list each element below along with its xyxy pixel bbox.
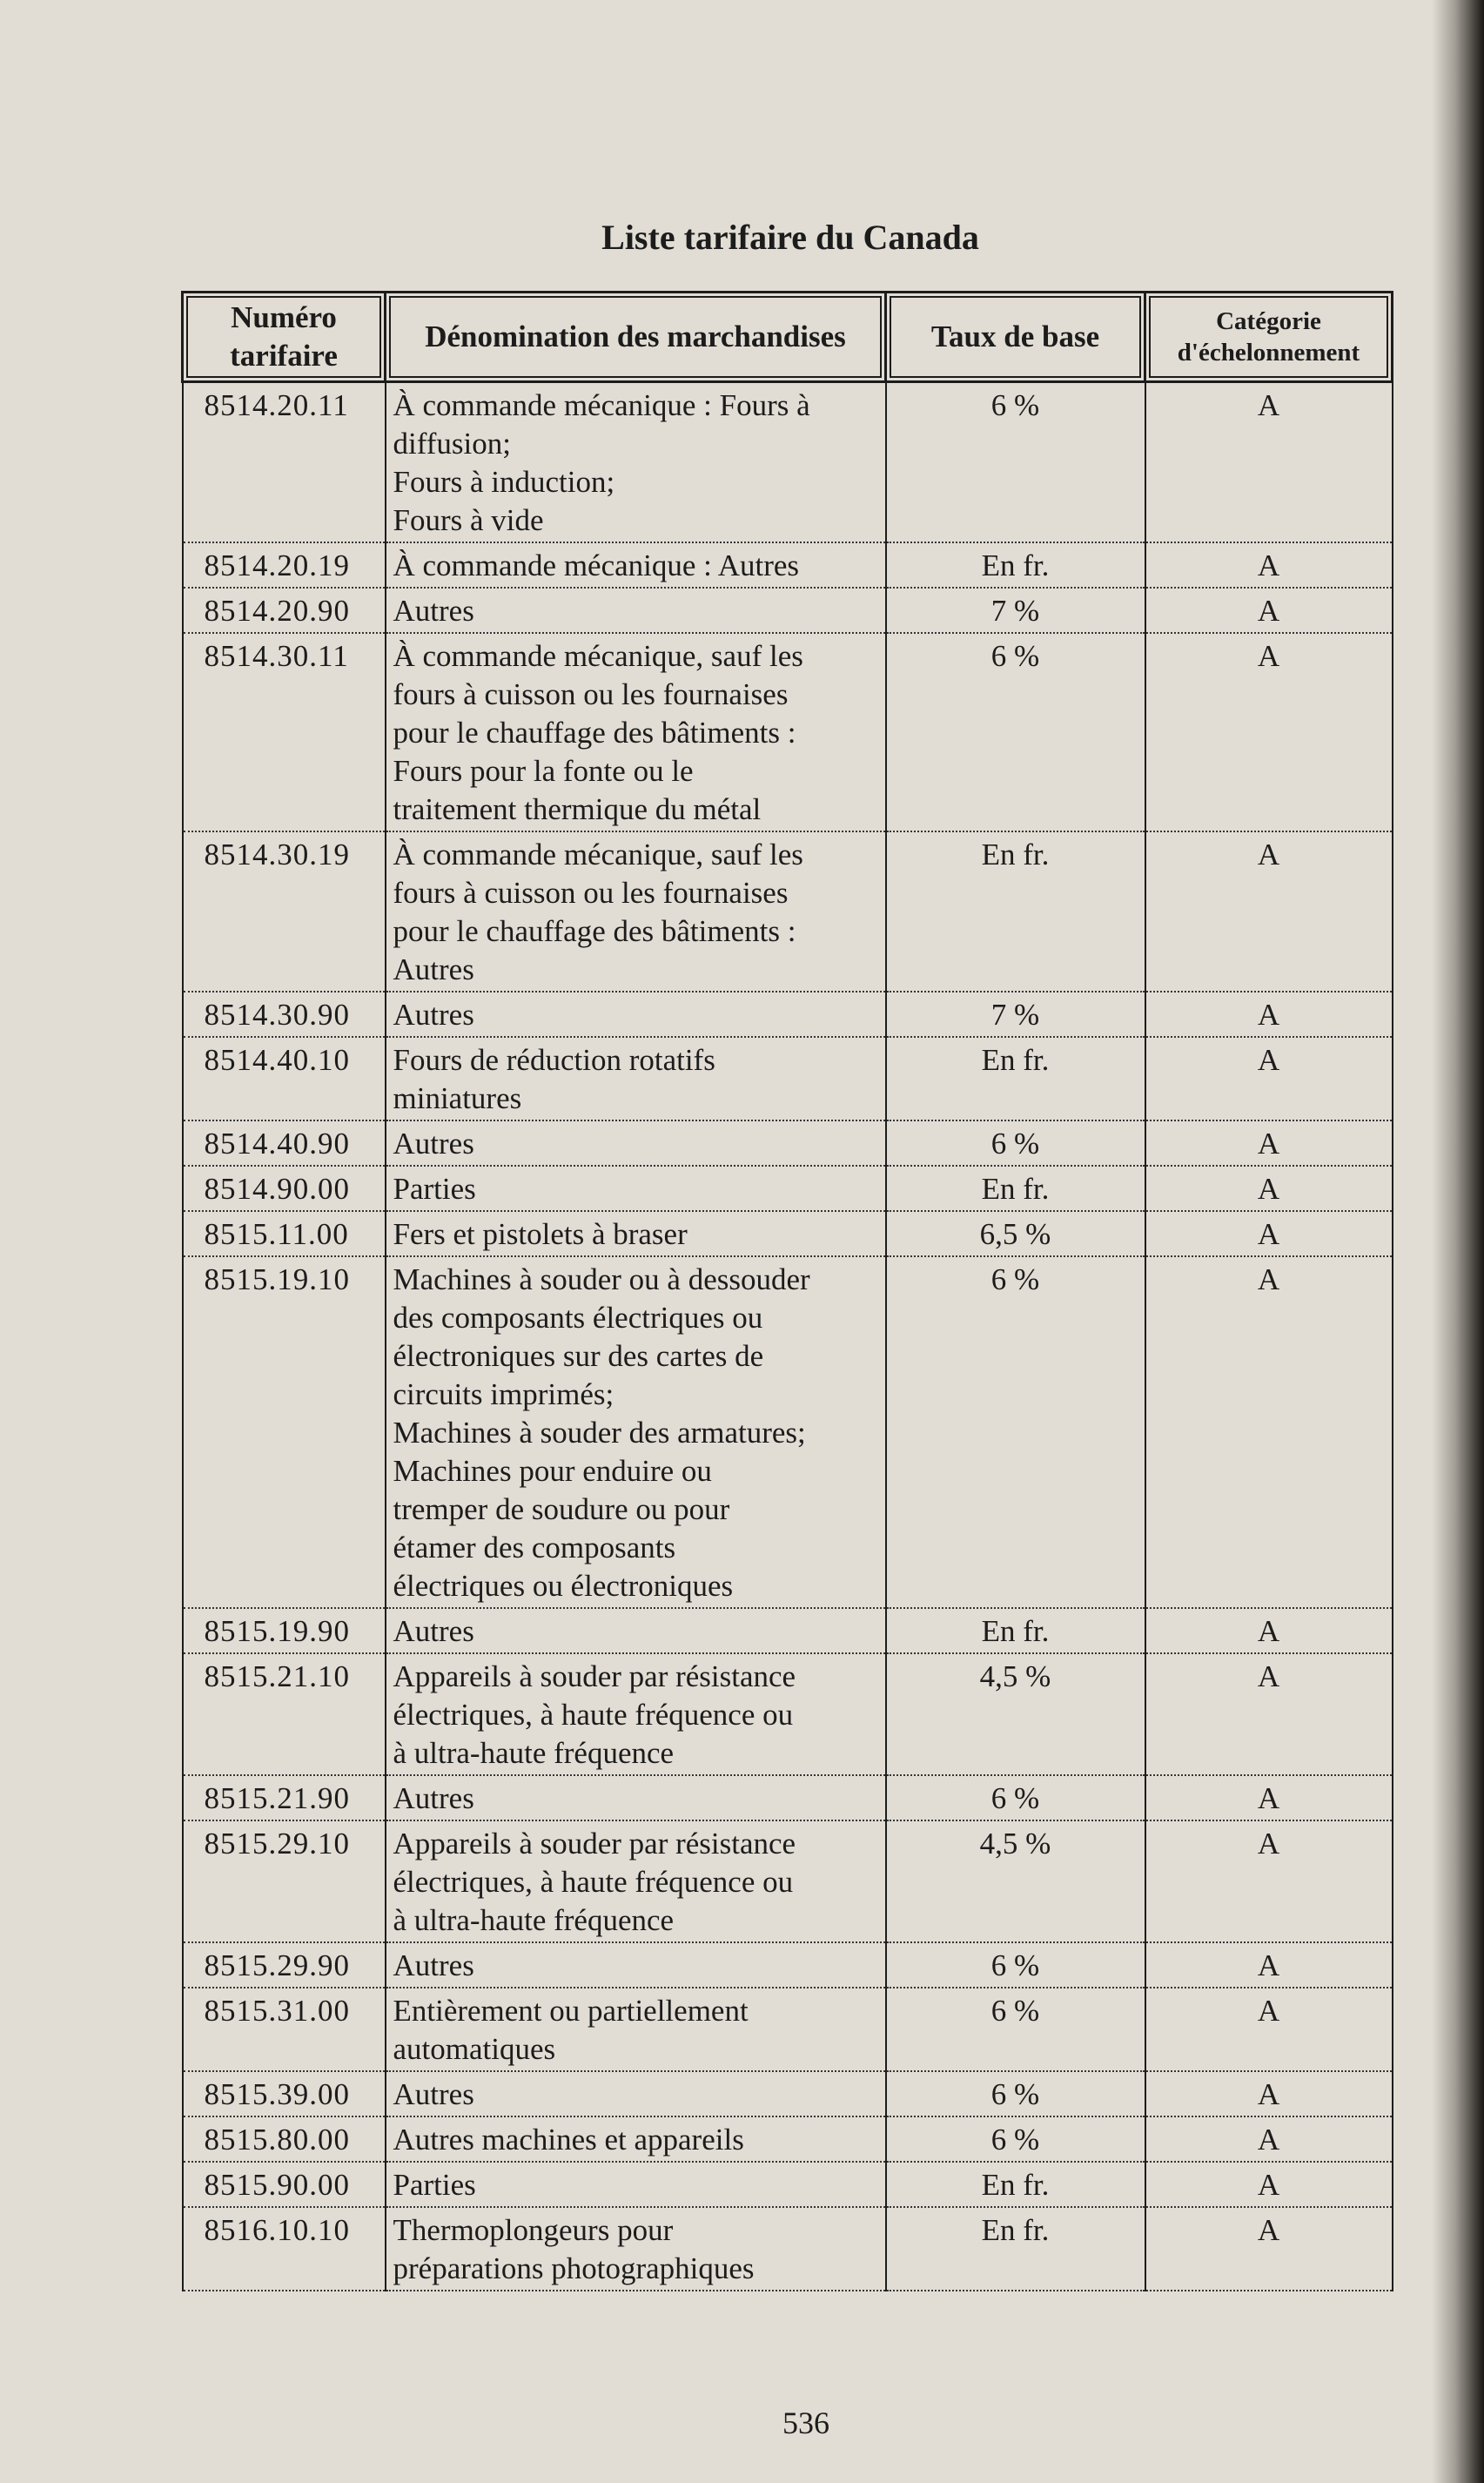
table-row xyxy=(183,2162,1393,2207)
description-line: Thermoplongeurs pour xyxy=(393,2213,674,2247)
table-row xyxy=(183,1166,1393,1211)
description-line: Autres machines et appareils xyxy=(393,2123,744,2157)
header-description: Dénomination des marchandises xyxy=(386,293,886,382)
table-row xyxy=(183,1211,1393,1256)
description-cell xyxy=(386,1775,886,1820)
base-rate-cell: En fr. xyxy=(886,2162,1145,2207)
staging-category-cell: A xyxy=(1145,1608,1393,1653)
table-row xyxy=(183,588,1393,633)
description-cell xyxy=(386,1256,886,1608)
description-line: fours à cuisson ou les fournaises xyxy=(393,876,789,910)
description-line: automatiques xyxy=(393,2032,556,2066)
tariff-number-cell: 8515.11.00 xyxy=(183,1211,386,1256)
description-line: À commande mécanique, sauf les xyxy=(393,639,803,673)
description-cell xyxy=(386,2116,886,2162)
base-rate-cell: 6 % xyxy=(886,2116,1145,2162)
tariff-number-cell: 8515.21.90 xyxy=(183,1775,386,1820)
staging-category-cell: A xyxy=(1145,1037,1393,1120)
staging-category-cell: A xyxy=(1145,588,1393,633)
description-line: Autres xyxy=(393,1127,474,1161)
table-row xyxy=(183,1608,1393,1653)
description-line: des composants électriques ou xyxy=(393,1301,763,1335)
base-rate-cell: En fr. xyxy=(886,1608,1145,1653)
base-rate-cell: En fr. xyxy=(886,1037,1145,1120)
staging-category-cell: A xyxy=(1145,2162,1393,2207)
description-cell xyxy=(386,2207,886,2291)
base-rate-cell: 6 % xyxy=(886,633,1145,831)
description-cell xyxy=(386,382,886,543)
staging-category-cell: A xyxy=(1145,1653,1393,1775)
page-binding-shadow xyxy=(1432,0,1484,2483)
tariff-number-cell: 8515.90.00 xyxy=(183,2162,386,2207)
base-rate-cell: 4,5 % xyxy=(886,1820,1145,1942)
description-line: Fours à vide xyxy=(393,503,544,537)
staging-category-cell: A xyxy=(1145,382,1393,543)
staging-category-cell: A xyxy=(1145,1820,1393,1942)
base-rate-cell: 6,5 % xyxy=(886,1211,1145,1256)
description-line: Appareils à souder par résistance xyxy=(393,1827,796,1861)
staging-category-cell: A xyxy=(1145,1211,1393,1256)
tariff-number-cell: 8514.20.19 xyxy=(183,542,386,588)
staging-category-cell: A xyxy=(1145,1942,1393,1988)
description-line: Machines à souder des armatures; xyxy=(393,1416,806,1450)
description-line: électriques ou électroniques xyxy=(393,1569,734,1603)
table-row xyxy=(183,992,1393,1037)
description-cell xyxy=(386,1166,886,1211)
description-cell xyxy=(386,633,886,831)
description-cell xyxy=(386,1211,886,1256)
staging-category-cell: A xyxy=(1145,831,1393,992)
tariff-number-cell: 8515.29.10 xyxy=(183,1820,386,1942)
description-line: Autres xyxy=(393,998,474,1032)
description-line: Autres xyxy=(393,1781,474,1815)
base-rate-cell: 4,5 % xyxy=(886,1653,1145,1775)
tariff-number-cell: 8515.29.90 xyxy=(183,1942,386,1988)
staging-category-cell: A xyxy=(1145,1775,1393,1820)
tariff-number-cell: 8514.30.19 xyxy=(183,831,386,992)
description-line: Autres xyxy=(393,2077,474,2111)
page-number: 536 xyxy=(782,2406,829,2440)
description-line: À commande mécanique : Fours à xyxy=(393,388,810,422)
header-staging-category: Catégorie d'échelonnement xyxy=(1145,293,1393,382)
table-row xyxy=(183,1120,1393,1166)
description-line: Fers et pistolets à braser xyxy=(393,1217,688,1251)
staging-category-cell: A xyxy=(1145,1166,1393,1211)
base-rate-cell: En fr. xyxy=(886,542,1145,588)
tariff-number-cell: 8515.31.00 xyxy=(183,1988,386,2071)
table-row xyxy=(183,2071,1393,2116)
tariff-table-body xyxy=(183,382,1393,2291)
description-line: fours à cuisson ou les fournaises xyxy=(393,677,789,711)
tariff-number-cell: 8515.19.10 xyxy=(183,1256,386,1608)
base-rate-cell: En fr. xyxy=(886,1166,1145,1211)
description-line: Autres xyxy=(393,952,474,986)
table-row xyxy=(183,1037,1393,1120)
tariff-number-cell: 8515.39.00 xyxy=(183,2071,386,2116)
base-rate-cell: 6 % xyxy=(886,2071,1145,2116)
description-line: électriques, à haute fréquence ou xyxy=(393,1698,794,1732)
staging-category-cell: A xyxy=(1145,2071,1393,2116)
description-line: Machines pour enduire ou xyxy=(393,1454,712,1488)
description-cell xyxy=(386,1608,886,1653)
description-cell xyxy=(386,1120,886,1166)
header-tariff-number: Numéro tarifaire xyxy=(183,293,386,382)
description-line: Autres xyxy=(393,1614,474,1648)
description-line: Fours de réduction rotatifs xyxy=(393,1043,715,1077)
description-line: Fours à induction; xyxy=(393,465,615,499)
base-rate-cell: 7 % xyxy=(886,992,1145,1037)
table-row xyxy=(183,1653,1393,1775)
description-line: À commande mécanique : Autres xyxy=(393,548,800,582)
table-row xyxy=(183,1942,1393,1988)
table-row xyxy=(183,1988,1393,2071)
description-cell xyxy=(386,1037,886,1120)
description-cell xyxy=(386,992,886,1037)
tariff-number-cell: 8515.80.00 xyxy=(183,2116,386,2162)
description-line: tremper de soudure ou pour xyxy=(393,1492,730,1526)
description-line: circuits imprimés; xyxy=(393,1377,614,1411)
description-line: Autres xyxy=(393,594,474,628)
staging-category-cell: A xyxy=(1145,1120,1393,1166)
description-cell xyxy=(386,2162,886,2207)
staging-category-cell: A xyxy=(1145,992,1393,1037)
tariff-number-cell: 8514.90.00 xyxy=(183,1166,386,1211)
staging-category-cell: A xyxy=(1145,1256,1393,1608)
description-line: pour le chauffage des bâtiments : xyxy=(393,914,796,948)
tariff-number-cell: 8514.40.10 xyxy=(183,1037,386,1120)
description-line: Appareils à souder par résistance xyxy=(393,1659,796,1693)
tariff-number-cell: 8514.30.90 xyxy=(183,992,386,1037)
base-rate-cell: En fr. xyxy=(886,2207,1145,2291)
table-row xyxy=(183,633,1393,831)
header-base-rate: Taux de base xyxy=(886,293,1145,382)
description-cell xyxy=(386,1988,886,2071)
table-row xyxy=(183,542,1393,588)
description-cell xyxy=(386,588,886,633)
tariff-number-cell: 8514.20.11 xyxy=(183,382,386,543)
description-line: électriques, à haute fréquence ou xyxy=(393,1865,794,1899)
description-line: Entièrement ou partiellement xyxy=(393,1994,749,2028)
description-line: à ultra-haute fréquence xyxy=(393,1903,675,1937)
table-header-row xyxy=(183,293,1393,382)
staging-category-cell: A xyxy=(1145,542,1393,588)
tariff-number-cell: 8514.40.90 xyxy=(183,1120,386,1166)
description-cell xyxy=(386,831,886,992)
base-rate-cell: 6 % xyxy=(886,1988,1145,2071)
description-line: Machines à souder ou à dessouder xyxy=(393,1262,810,1296)
table-row xyxy=(183,382,1393,543)
base-rate-cell: 6 % xyxy=(886,1942,1145,1988)
base-rate-cell: 6 % xyxy=(886,1775,1145,1820)
staging-category-cell: A xyxy=(1145,1988,1393,2071)
description-line: pour le chauffage des bâtiments : xyxy=(393,716,796,750)
description-line: diffusion; xyxy=(393,427,511,461)
staging-category-cell: A xyxy=(1145,633,1393,831)
table-row xyxy=(183,1775,1393,1820)
tariff-number-cell: 8516.10.10 xyxy=(183,2207,386,2291)
description-line: Fours pour la fonte ou le xyxy=(393,754,694,788)
table-row xyxy=(183,831,1393,992)
staging-category-cell: A xyxy=(1145,2116,1393,2162)
description-cell xyxy=(386,2071,886,2116)
description-cell xyxy=(386,1820,886,1942)
tariff-number-cell: 8515.19.90 xyxy=(183,1608,386,1653)
description-line: Autres xyxy=(393,1948,474,1982)
base-rate-cell: 7 % xyxy=(886,588,1145,633)
tariff-table xyxy=(181,291,1393,2291)
table-row xyxy=(183,1820,1393,1942)
tariff-number-cell: 8514.30.11 xyxy=(183,633,386,831)
base-rate-cell: 6 % xyxy=(886,1256,1145,1608)
description-line: Parties xyxy=(393,1172,476,1206)
staging-category-cell: A xyxy=(1145,2207,1393,2291)
tariff-number-cell: 8515.21.10 xyxy=(183,1653,386,1775)
description-cell xyxy=(386,1942,886,1988)
description-line: À commande mécanique, sauf les xyxy=(393,838,803,871)
base-rate-cell: 6 % xyxy=(886,382,1145,543)
description-cell xyxy=(386,542,886,588)
description-line: à ultra-haute fréquence xyxy=(393,1736,675,1770)
description-line: traitement thermique du métal xyxy=(393,792,762,826)
table-row xyxy=(183,2116,1393,2162)
description-line: préparations photographiques xyxy=(393,2251,755,2285)
base-rate-cell: En fr. xyxy=(886,831,1145,992)
page-title: Liste tarifaire du Canada xyxy=(601,217,979,257)
description-cell xyxy=(386,1653,886,1775)
description-line: électroniques sur des cartes de xyxy=(393,1339,764,1373)
table-row xyxy=(183,2207,1393,2291)
tariff-number-cell: 8514.20.90 xyxy=(183,588,386,633)
description-line: étamer des composants xyxy=(393,1531,676,1564)
description-line: miniatures xyxy=(393,1081,522,1115)
table-row xyxy=(183,1256,1393,1608)
description-line: Parties xyxy=(393,2168,476,2202)
base-rate-cell: 6 % xyxy=(886,1120,1145,1166)
